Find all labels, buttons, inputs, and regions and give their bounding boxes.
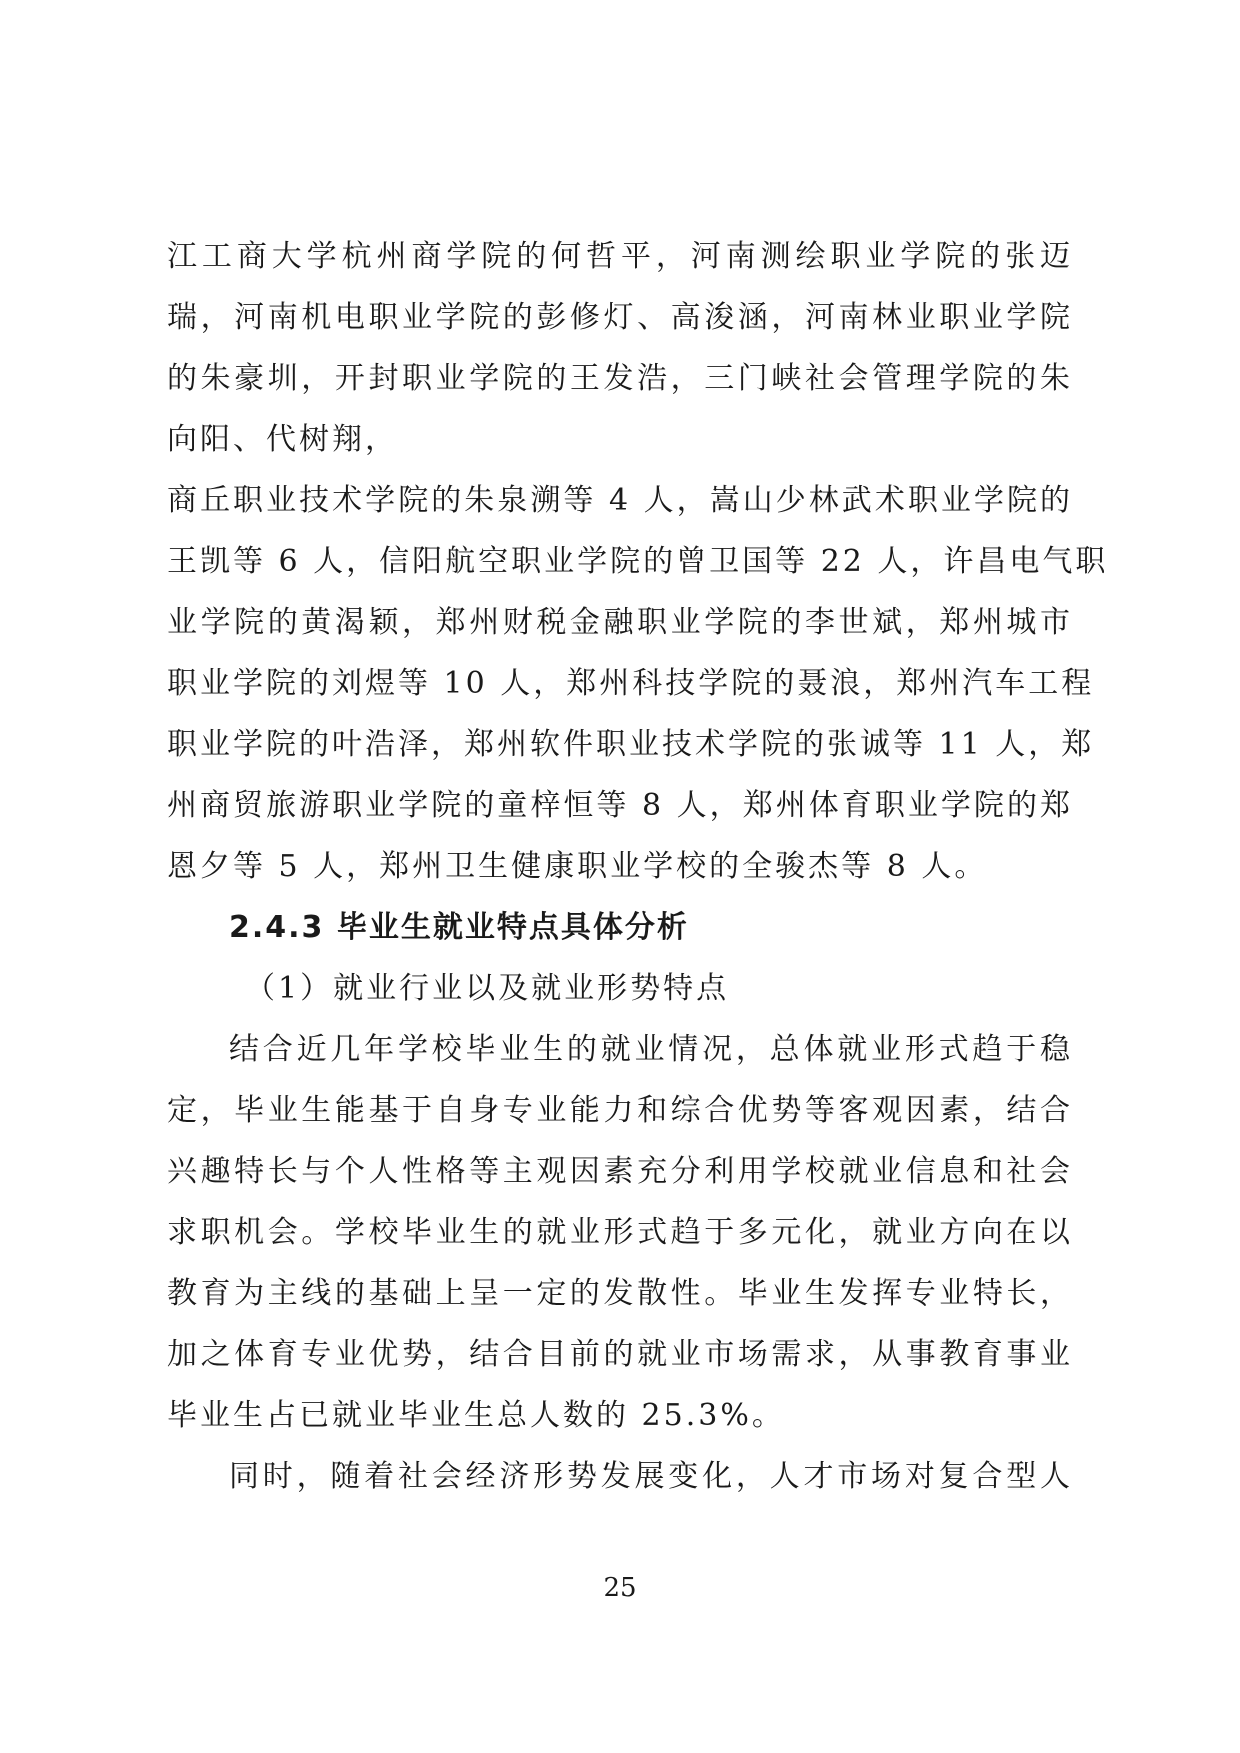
page-number: 25: [603, 1573, 637, 1603]
paragraph-2: [167, 470, 1109, 897]
text-line: 江工商大学杭州商学院的何哲平，河南测绘职业学院的张迈: [167, 239, 1073, 274]
text-line: 瑞，河南机电职业学院的彭修灯、高浚涵，河南林业职业学院: [167, 300, 1073, 335]
text-line: 兴趣特长与个人性格等主观因素充分利用学校就业信息和社会: [167, 1154, 1073, 1189]
section-heading: 2.4.3 毕业生就业特点具体分析: [229, 910, 689, 945]
text-line: 州商贸旅游职业学院的童梓恒等 8 人，郑州体育职业学院的郑: [167, 788, 1073, 823]
paragraph-1: [167, 226, 1073, 470]
text-line: 的朱豪圳，开封职业学院的王发浩，三门峡社会管理学院的朱: [167, 361, 1073, 396]
text-line: 定，毕业生能基于自身专业能力和综合优势等客观因素，结合: [167, 1093, 1073, 1128]
text-line: 同时，随着社会经济形势发展变化，人才市场对复合型人: [229, 1459, 1073, 1494]
text-line: 教育为主线的基础上呈一定的发散性。毕业生发挥专业特长，: [167, 1276, 1073, 1311]
text-line: 商丘职业技术学院的朱泉溯等 4 人，嵩山少林武术职业学院的: [167, 483, 1073, 518]
text-line: 业学院的黄渴颖，郑州财税金融职业学院的李世斌，郑州城市: [167, 605, 1073, 640]
text-line: 加之体育专业优势，结合目前的就业市场需求，从事教育事业: [167, 1337, 1073, 1372]
text-line: 恩夕等 5 人，郑州卫生健康职业学校的全骏杰等 8 人。: [167, 849, 988, 884]
text-line: 职业学院的刘煜等 10 人，郑州科技学院的聂浪，郑州汽车工程: [167, 666, 1095, 701]
text-line: 向阳、代树翔，: [167, 422, 398, 457]
text-line: 职业学院的叶浩泽，郑州软件职业技术学院的张诚等 11 人，郑: [167, 727, 1095, 762]
subsection-heading: （1）就业行业以及就业形势特点: [245, 971, 730, 1006]
paragraph-3: [167, 1019, 1073, 1446]
text-line: 求职机会。学校毕业生的就业形式趋于多元化，就业方向在以: [167, 1215, 1073, 1250]
text-line: 结合近几年学校毕业生的就业情况，总体就业形式趋于稳: [229, 1032, 1073, 1067]
text-line: 王凯等 6 人，信阳航空职业学院的曾卫国等 22 人，许昌电气职: [167, 544, 1109, 579]
text-line: 毕业生占已就业毕业生总人数的 25.3%。: [167, 1398, 785, 1433]
page-body: [167, 226, 1109, 1507]
paragraph-4: [167, 1446, 1073, 1507]
